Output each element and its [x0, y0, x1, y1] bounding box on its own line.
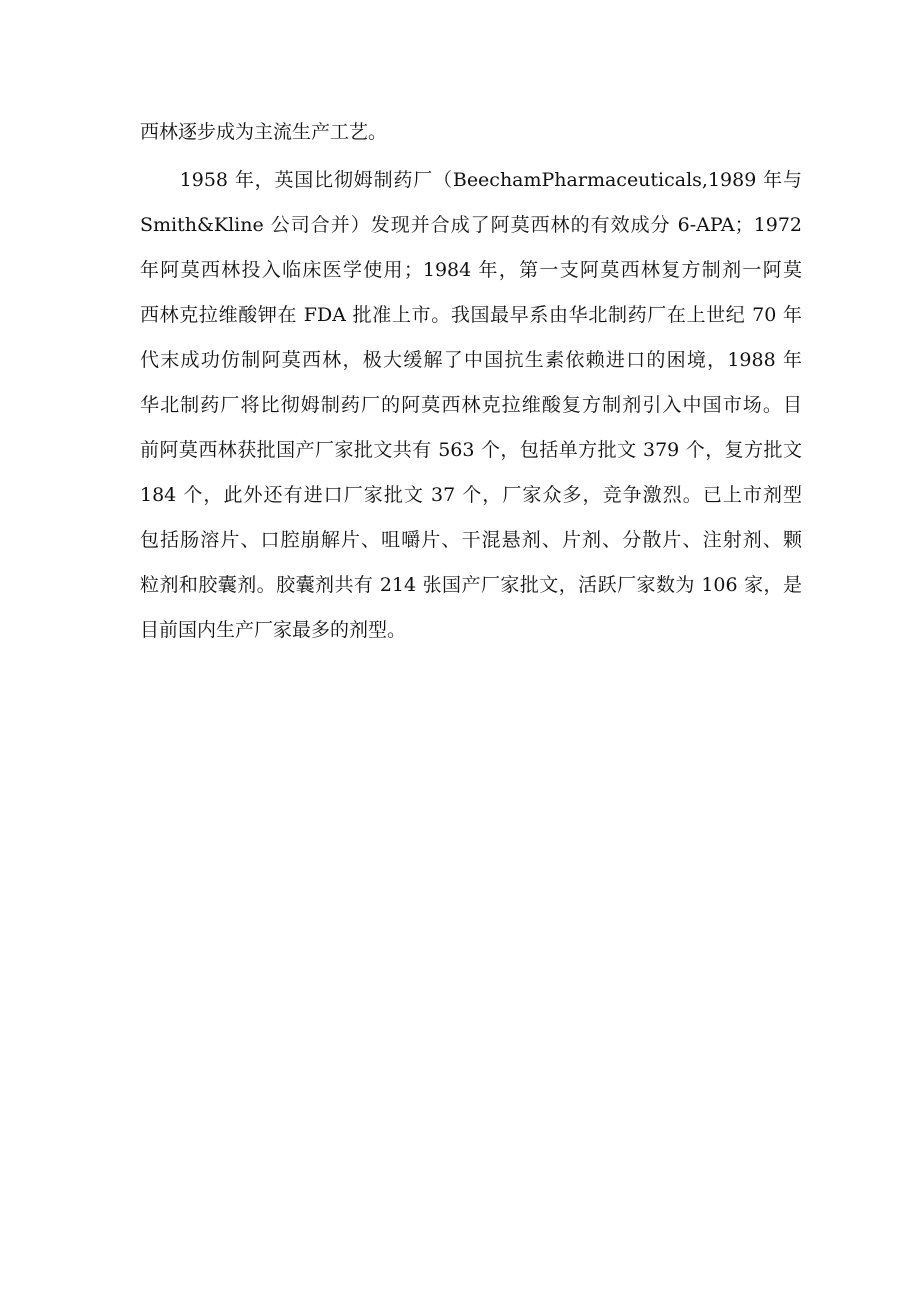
- text-line: 粒剂和胶囊剂。胶囊剂共有 214 张国产厂家批文，活跃厂家数为 106 家，是: [140, 574, 802, 596]
- paragraph-continuation: [140, 120, 802, 144]
- paragraph-amoxicillin-history: [140, 168, 802, 642]
- paragraph-gap: [140, 144, 802, 168]
- text-line: 前阿莫西林获批国产厂家批文共有 563 个，包括单方批文 379 个，复方批文: [140, 439, 802, 461]
- text-line: 目前国内生产厂家最多的剂型。: [140, 619, 407, 641]
- text-line: Smith&Kline 公司合并）发现并合成了阿莫西林的有效成分 6-APA；1972: [140, 214, 802, 236]
- text-line: 年阿莫西林投入临床医学使用；1984 年，第一支阿莫西林复方制剂一阿莫: [140, 259, 802, 281]
- text-line: 代末成功仿制阿莫西林，极大缓解了中国抗生素依赖进口的困境，1988 年: [140, 349, 802, 371]
- text-line: 西林克拉维酸钾在 FDA 批准上市。我国最早系由华北制药厂在上世纪 70 年: [140, 304, 802, 326]
- text-line: 184 个，此外还有进口厂家批文 37 个，厂家众多，竞争激烈。已上市剂型: [140, 484, 802, 506]
- text-line: 包括肠溶片、口腔崩解片、咀嚼片、干混悬剂、片剂、分散片、注射剂、颗: [140, 529, 802, 551]
- text-line: 1958 年，英国比彻姆制药厂（BeechamPharmaceuticals,1989 年与: [140, 169, 802, 191]
- body-text: [140, 120, 802, 642]
- text-line: 华北制药厂将比彻姆制药厂的阿莫西林克拉维酸复方制剂引入中国市场。目: [140, 394, 802, 416]
- text-line: 西林逐步成为主流生产工艺。: [140, 121, 388, 143]
